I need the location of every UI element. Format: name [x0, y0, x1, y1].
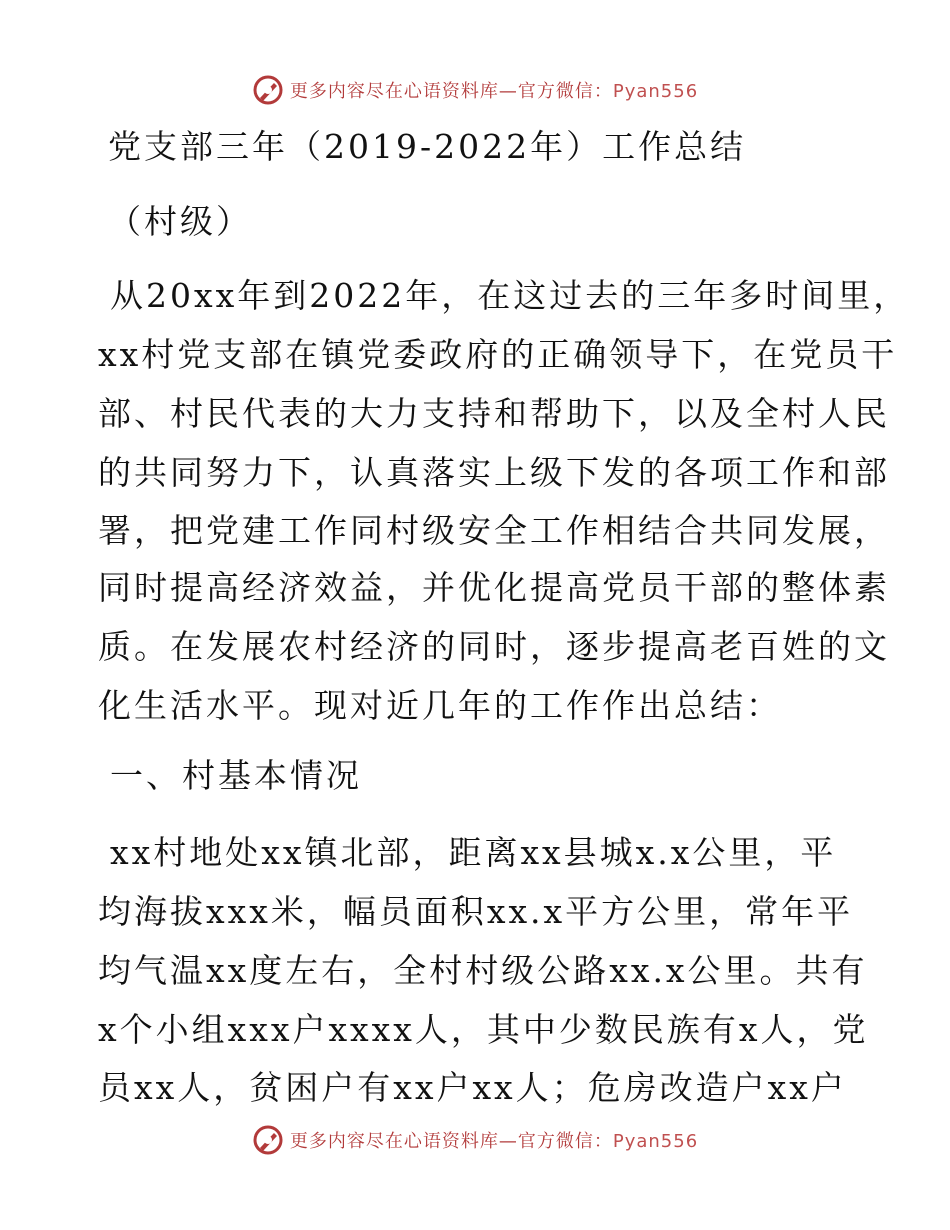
intro-line: 化生活水平。现对近几年的工作作出总结： — [98, 686, 782, 725]
section1-line: x个小组xxx户xxxx人，其中少数民族有x人，党 — [98, 1010, 869, 1049]
section1-line: 均海拔xxx米，幅员面积xx.x平方公里，常年平 — [98, 892, 854, 931]
intro-line: 从20xx年到2022年，在这过去的三年多时间里， — [110, 276, 910, 315]
watermark-wechat-id: Pyan556 — [612, 81, 699, 102]
intro-line: 的共同努力下，认真落实上级下发的各项工作和部 — [98, 453, 890, 492]
watermark-banner-bottom — [0, 1120, 950, 1160]
watermark-banner-top — [0, 70, 950, 110]
document-subtitle: （村级） — [108, 202, 252, 241]
section-heading: 一、村基本情况 — [110, 756, 362, 795]
watermark-text — [290, 1127, 698, 1153]
watermark-label: 更多内容尽在心语资料库—官方微信： — [289, 81, 613, 102]
watermark-text — [290, 77, 698, 103]
intro-line: 署，把党建工作同村级安全工作相结合共同发展， — [98, 511, 890, 550]
watermark-label: 更多内容尽在心语资料库—官方微信： — [289, 1131, 613, 1152]
pen-logo-icon — [252, 74, 284, 106]
intro-line: xx村党支部在镇党委政府的正确领导下，在党员干 — [98, 335, 898, 374]
document-title: 党支部三年（2019-2022年）工作总结 — [108, 127, 747, 166]
intro-line: 同时提高经济效益，并优化提高党员干部的整体素 — [98, 568, 890, 607]
intro-line: 部、村民代表的大力支持和帮助下，以及全村人民 — [98, 394, 890, 433]
watermark-wechat-id: Pyan556 — [612, 1131, 699, 1152]
section1-line: 员xx人，贫困户有xx户xx人；危房改造户xx户 — [98, 1068, 847, 1107]
intro-line: 质。在发展农村经济的同时，逐步提高老百姓的文 — [98, 627, 890, 666]
pen-logo-icon — [252, 1124, 284, 1156]
section1-line: xx村地处xx镇北部，距离xx县城x.x公里，平 — [110, 833, 837, 872]
section1-line: 均气温xx度左右，全村村级公路xx.x公里。共有 — [98, 951, 868, 990]
